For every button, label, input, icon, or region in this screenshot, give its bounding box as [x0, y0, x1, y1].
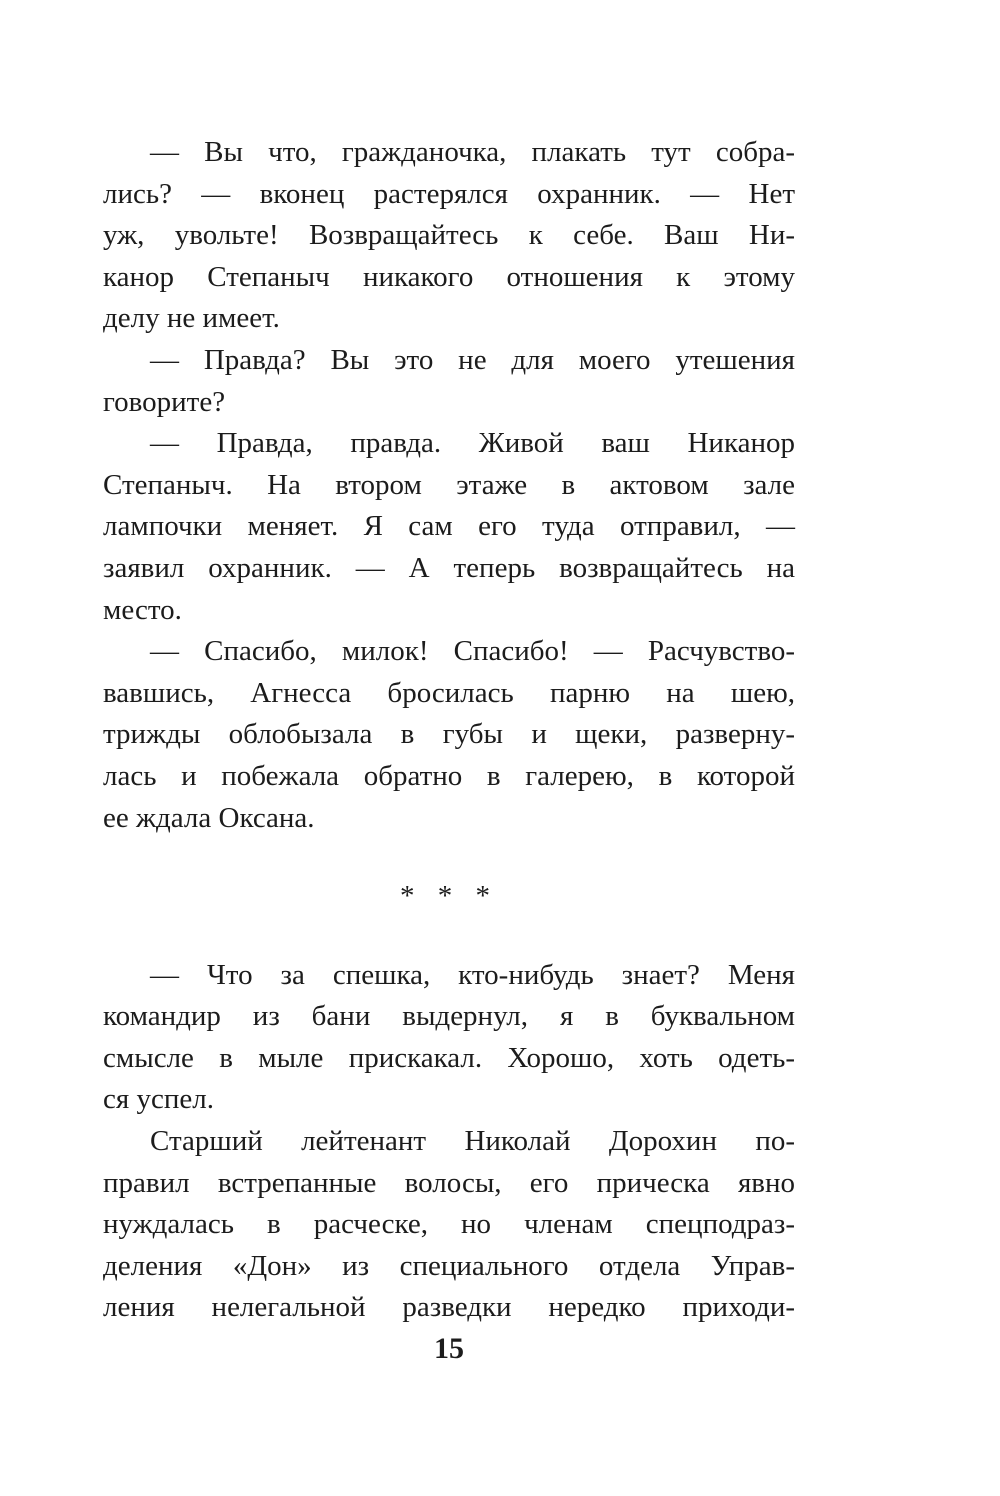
- paragraph: [103, 423, 795, 631]
- text-line: ления нелегальной разведки нередко приходи-: [103, 1291, 795, 1324]
- paragraph: [103, 1121, 795, 1329]
- text-line: — Что за спешка, кто-нибудь знает? Меня: [150, 958, 795, 991]
- text-line: ее ждала Оксана.: [103, 801, 315, 834]
- text-line: лампочки меняет. Я сам его туда отправил, —: [103, 510, 795, 543]
- text-line: смысле в мыле прискакал. Хорошо, хоть одеть-: [103, 1041, 795, 1074]
- text-line: лась и побежала обратно в галерею, в которой: [103, 759, 795, 792]
- paragraph: [103, 132, 795, 340]
- paragraph: [103, 631, 795, 839]
- text-line: Степаныч. На втором этаже в актовом зале: [103, 468, 795, 501]
- text-line: говорите?: [103, 385, 226, 418]
- paragraph: [103, 955, 795, 1121]
- section-separator: * * *: [400, 880, 498, 913]
- text-block: [103, 132, 795, 1329]
- paragraph: [103, 340, 795, 423]
- text-line: — Правда? Вы это не для моего утешения: [150, 343, 795, 376]
- text-line: делу не имеет.: [103, 302, 280, 335]
- text-line: канор Степаныч никакого отношения к этому: [103, 260, 795, 293]
- text-line: ся успел.: [103, 1083, 214, 1116]
- text-line: заявил охранник. — А теперь возвращайтесь на: [103, 551, 795, 584]
- text-line: лись? — вконец растерялся охранник. — Нет: [103, 177, 795, 210]
- text-line: трижды облобызала в губы и щеки, разверну-: [103, 718, 795, 751]
- page-number: 15: [434, 1332, 464, 1365]
- text-line: Старший лейтенант Николай Дорохин по-: [150, 1125, 795, 1158]
- text-line: — Спасибо, милок! Спасибо! — Расчувство-: [150, 635, 795, 668]
- text-line: место.: [103, 593, 182, 626]
- text-line: — Вы что, гражданочка, плакать тут собра-: [150, 136, 795, 168]
- text-line: командир из бани выдернул, я в буквальном: [103, 1000, 795, 1033]
- text-line: нуждалась в расческе, но членам спецподраз-: [103, 1208, 795, 1241]
- text-line: — Правда, правда. Живой ваш Никанор: [150, 427, 795, 460]
- text-line: уж, увольте! Возвращайтесь к себе. Ваш Ни-: [103, 219, 795, 252]
- text-line: правил встрепанные волосы, его прическа явно: [103, 1166, 795, 1199]
- text-line: деления «Дон» из специального отдела Управ-: [103, 1249, 795, 1282]
- text-line: вавшись, Агнесса бросилась парню на шею,: [103, 676, 795, 709]
